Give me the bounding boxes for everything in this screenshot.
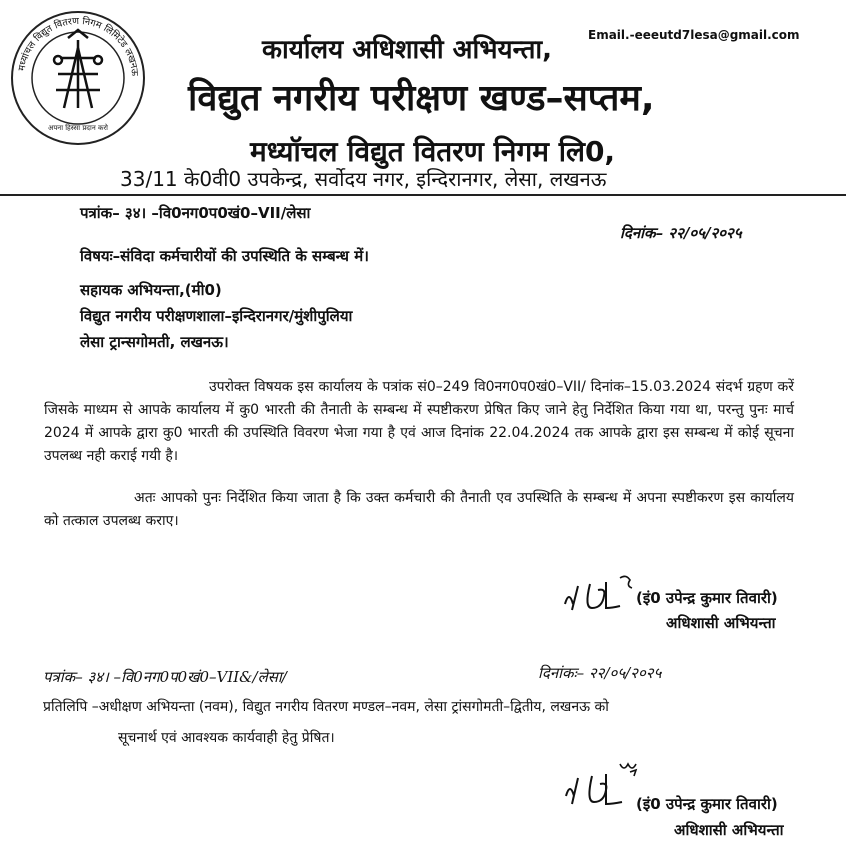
signature-block-2 bbox=[562, 762, 802, 839]
signature-block-1 bbox=[560, 574, 790, 634]
office-address: 33/11 के0वी0 उपकेन्द्र, सर्वोदय नगर, इन्दिरानगर, लेसा, लखनऊ bbox=[120, 167, 607, 191]
company-title: मध्यॉचल विद्युत वितरण निगम लि0, bbox=[250, 135, 616, 168]
recipient-line-3: लेसा ट्रान्सगोमती, लखनऊ। bbox=[80, 333, 229, 351]
body-paragraph-1: उपरोक्त विषयक इस कार्यालय के पत्रांक सं0–249 वि0नग0प0खं0–VII/ दिनांक–15.03.2024 संदर्भ ग्रहण करें जिसके माध्यम से आपके कार्यालय में कु0 भारती की तैनाती के सम्बन्ध में स्पष्टीकरण प्रेषित किए जाने हेतु निर्देशित किया गया था, परन्तु पुनः मार्च 2024 में आपके द्वारा कु0 भारती की उपस्थिति विवरण भेजा गया है एवं आज दिनांक 22.04.2024 तक आपके द्वारा इस सम्बन्ध में कोई सूचना उपलब्ध नही कराई गयी है। bbox=[44, 379, 794, 464]
letter-subject: विषयः–संविदा कर्मचारीयों की उपस्थिति के सम्बन्ध में। bbox=[80, 247, 369, 265]
recipient-line-1: सहायक अभियन्ता,(मी0) bbox=[80, 281, 222, 299]
signatory-designation-2: अधिशासी अभियन्ता bbox=[674, 821, 784, 839]
recipient-line-2: विद्युत नगरीय परीक्षणशाला–इन्दिरानगर/मुंशीपुलिया bbox=[80, 307, 353, 325]
svg-text:मध्यांचल विद्युत वितरण निगम लि: मध्यांचल विद्युत वितरण निगम लिमिटेड लखनऊ bbox=[16, 15, 141, 77]
logo-motto: अपना हिस्सा प्रदान करो bbox=[47, 124, 109, 132]
division-title: विद्युत नगरीय परीक्षण खण्ड–सप्तम, bbox=[188, 78, 655, 119]
letter-date: दिनांक– २२/०५/२०२५ bbox=[620, 224, 742, 242]
handwritten-signature-1 bbox=[560, 574, 640, 614]
copy-line-2: सूचनार्थ एवं आवश्यक कार्यवाही हेतु प्रेषित। bbox=[118, 730, 335, 746]
copy-reference: पत्रांक– ३४। –वि0नग0प0खं0–VII&/लेसा/ bbox=[43, 668, 287, 686]
signatory-name-1: (इं0 उपेन्द्र कुमार तिवारी) bbox=[636, 589, 778, 607]
signatory-name-2: (इं0 उपेन्द्र कुमार तिवारी) bbox=[636, 795, 778, 813]
copy-line-1: प्रतिलिपि –अधीक्षण अभियन्ता (नवम), विद्युत नगरीय वितरण मण्डल–नवम, लेसा ट्रांसगोमती–द्वितीय, लखनऊ को bbox=[43, 699, 609, 715]
copy-date: दिनांकः– २२/०५/२०२५ bbox=[538, 664, 662, 682]
handwritten-signature-2 bbox=[562, 762, 642, 808]
header-divider bbox=[0, 194, 846, 196]
signatory-designation-1: अधिशासी अभियन्ता bbox=[666, 614, 776, 632]
body-paragraph-2: अतः आपको पुनः निर्देशित किया जाता है कि उक्त कर्मचारी की तैनाती एव उपस्थिति के सम्बन्ध में अपना स्पष्टीकरण इस कार्यालय को तत्काल उपलब्ध कराए। bbox=[44, 490, 794, 529]
letter-reference: पत्रांक– ३४। –वि0नग0प0खं0–VII/लेसा bbox=[80, 204, 311, 222]
email-address: Email.-eeeutd7lesa@gmail.com bbox=[588, 28, 800, 42]
company-seal-logo bbox=[8, 8, 148, 148]
office-title: कार्यालय अधिशासी अभियन्ता, bbox=[262, 35, 553, 65]
